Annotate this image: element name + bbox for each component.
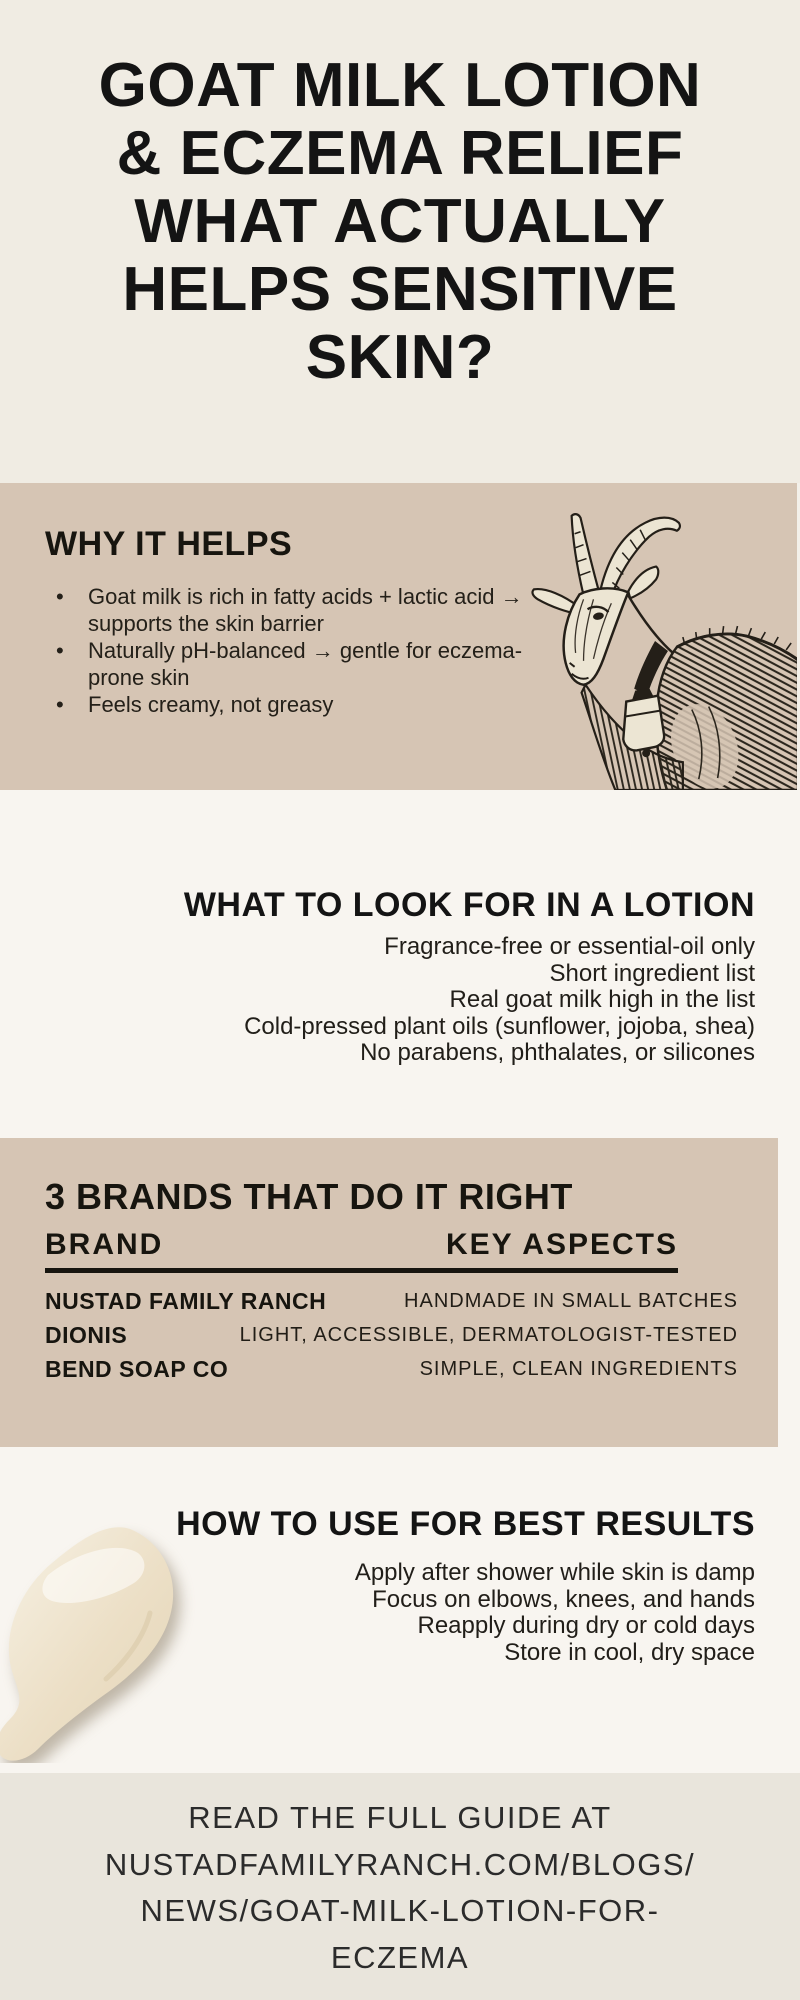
how-to-list bbox=[355, 1560, 755, 1666]
table-row bbox=[45, 1318, 738, 1352]
title-line: WHAT ACTUALLY bbox=[134, 187, 666, 256]
list-item bbox=[56, 691, 558, 718]
why-heading: WHY IT HELPS bbox=[45, 525, 293, 563]
footer-line: NEWS/GOAT-MILK-LOTION-FOR- bbox=[140, 1893, 660, 1928]
footer-line: NUSTADFAMILYRANCH.COM/BLOGS/ bbox=[104, 1846, 696, 1882]
table-row bbox=[45, 1352, 738, 1386]
why-it-helps-section bbox=[0, 483, 800, 790]
brand-aspect: HANDMADE IN SMALL BATCHES bbox=[404, 1289, 738, 1312]
column-header-key-aspects: KEY ASPECTS bbox=[445, 1228, 678, 1261]
table-row bbox=[45, 1284, 738, 1318]
brands-section bbox=[0, 1138, 800, 1447]
list-item: Reapply during dry or cold days bbox=[417, 1612, 755, 1639]
brands-table-body bbox=[45, 1284, 738, 1386]
page-title bbox=[0, 52, 800, 392]
how-to-use-section bbox=[0, 1447, 800, 1773]
list-item: Focus on elbows, knees, and hands bbox=[372, 1585, 755, 1613]
list-item: No parabens, phthalates, or silicones bbox=[360, 1039, 755, 1066]
bullet-text: Feels creamy, not greasy bbox=[88, 692, 334, 717]
look-for-list bbox=[244, 934, 755, 1067]
bullet-dot-icon: • bbox=[56, 692, 64, 717]
why-panel bbox=[0, 483, 797, 790]
lotion-smear-image bbox=[0, 1509, 198, 1763]
brand-aspect: SIMPLE, CLEAN INGREDIENTS bbox=[419, 1357, 738, 1380]
brand-name: DIONIS bbox=[45, 1321, 128, 1348]
footer-line: READ THE FULL GUIDE AT bbox=[188, 1800, 612, 1835]
title-line: SKIN? bbox=[305, 323, 495, 392]
list-item: Apply after shower while skin is damp bbox=[354, 1559, 755, 1586]
brand-name: NUSTAD FAMILY RANCH bbox=[45, 1287, 327, 1314]
list-item: Cold-pressed plant oils (sunflower, jojoba, shea) bbox=[244, 1012, 755, 1040]
list-item bbox=[56, 637, 558, 691]
why-bullet-list bbox=[56, 583, 558, 718]
title-line: GOAT MILK LOTION bbox=[98, 51, 702, 120]
goat-engraving-illustration bbox=[527, 496, 797, 790]
brands-panel bbox=[0, 1138, 778, 1447]
bullet-text: Naturally pH-balanced → gentle for eczema-prone skin bbox=[88, 638, 523, 690]
brand-aspect: LIGHT, ACCESSIBLE, DERMATOLOGIST-TESTED bbox=[239, 1323, 738, 1346]
list-item: Real goat milk high in the list bbox=[449, 986, 755, 1013]
column-header-brand: BRAND bbox=[45, 1228, 164, 1261]
what-to-look-for-section bbox=[0, 790, 800, 1138]
table-divider-rule bbox=[45, 1268, 678, 1273]
hero-section bbox=[0, 0, 800, 483]
look-for-heading: WHAT TO LOOK FOR IN A LOTION bbox=[183, 886, 755, 924]
title-line: & ECZEMA RELIEF bbox=[116, 119, 684, 188]
list-item: Short ingredient list bbox=[549, 959, 755, 987]
brands-table-header bbox=[45, 1228, 678, 1262]
title-line: HELPS SENSITIVE bbox=[122, 255, 678, 324]
bullet-dot-icon: • bbox=[56, 638, 64, 663]
how-to-heading: HOW TO USE FOR BEST RESULTS bbox=[176, 1505, 755, 1543]
footer-section bbox=[0, 1773, 800, 2000]
brands-heading: 3 BRANDS THAT DO IT RIGHT bbox=[45, 1176, 573, 1217]
list-item: Fragrance-free or essential-oil only bbox=[384, 933, 755, 960]
bullet-text: Goat milk is rich in fatty acids + lactic acid → supports the skin barrier bbox=[88, 584, 523, 636]
bullet-dot-icon: • bbox=[56, 584, 64, 609]
brand-name: BEND SOAP CO bbox=[45, 1355, 229, 1382]
list-item: Store in cool, dry space bbox=[504, 1638, 755, 1666]
footer-line: ECZEMA bbox=[330, 1939, 470, 1975]
footer-guide-url bbox=[0, 1795, 800, 1981]
list-item bbox=[56, 583, 558, 637]
